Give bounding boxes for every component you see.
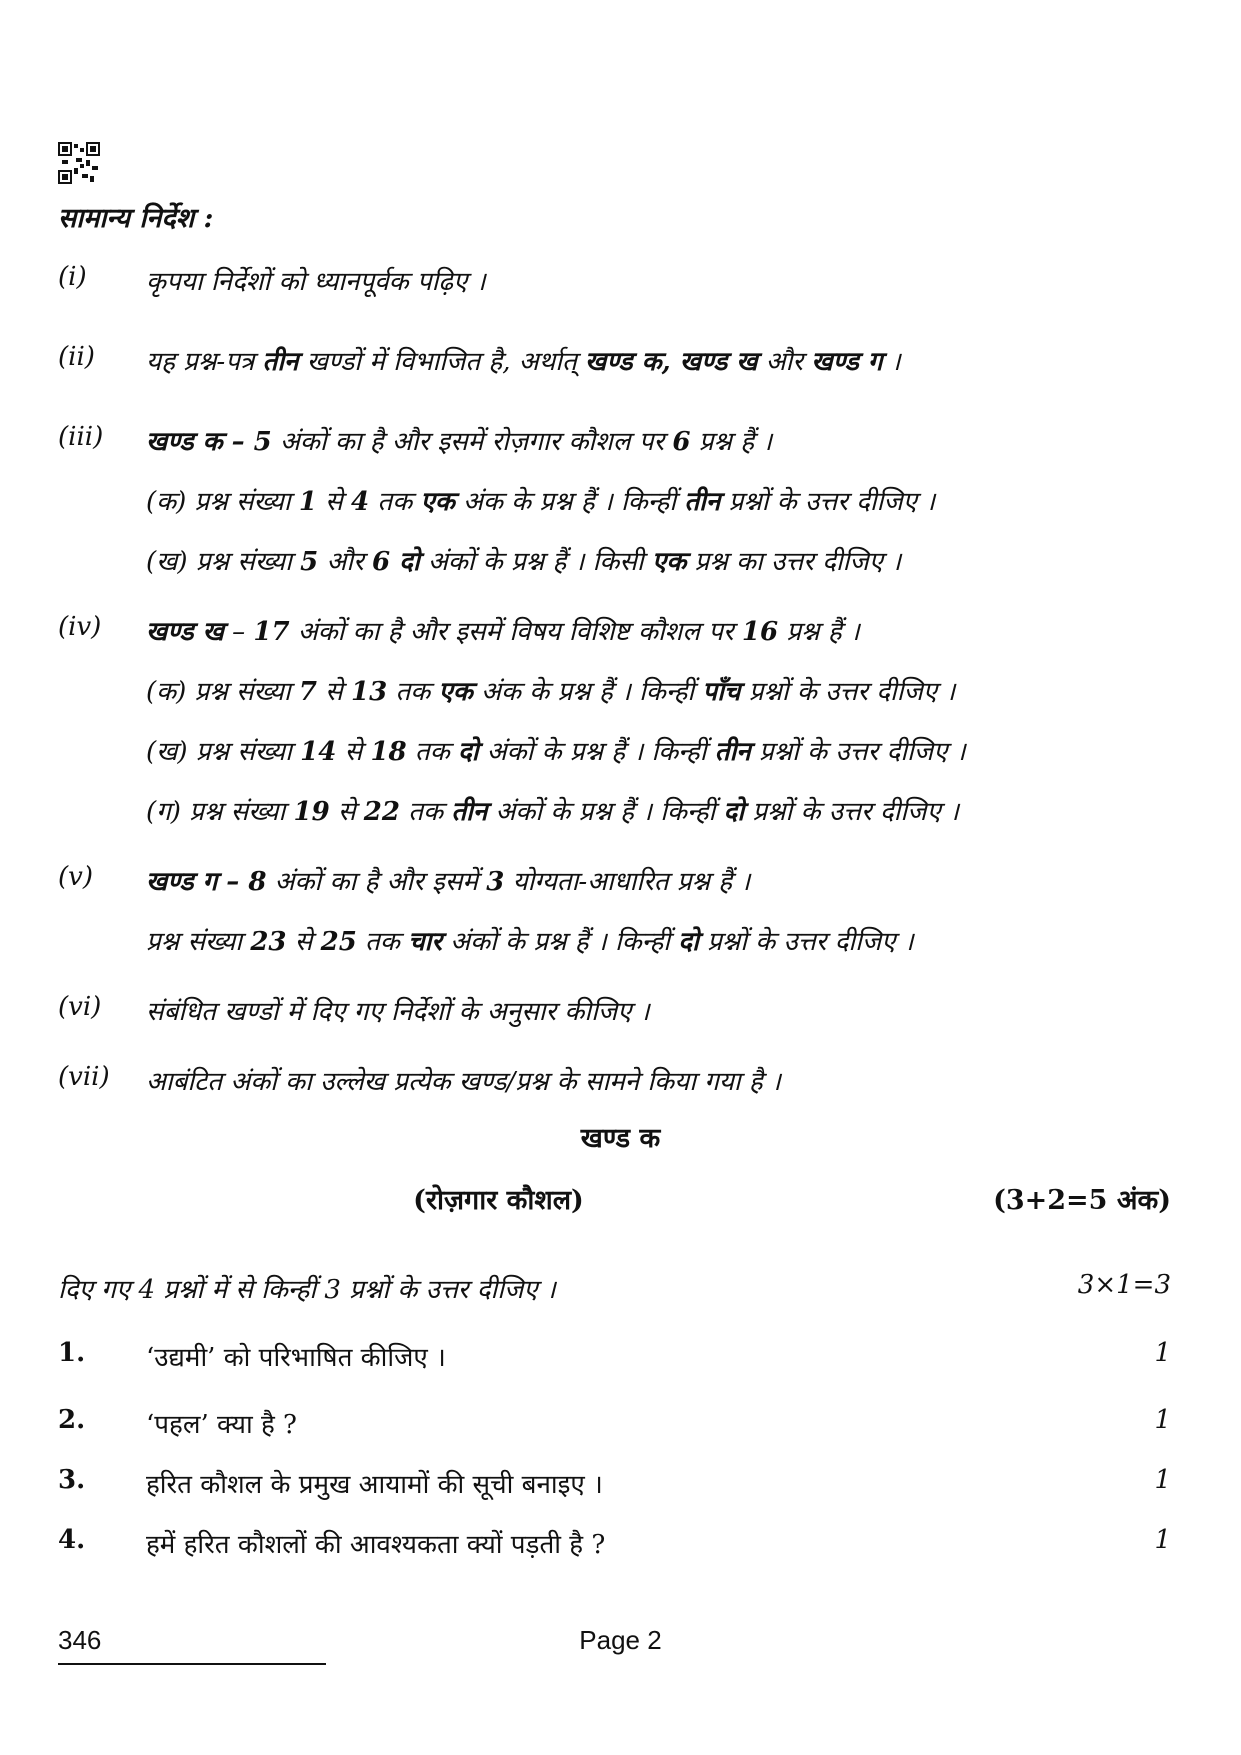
instruction-segment: तक xyxy=(356,927,409,957)
instruction-segment: खण्ड क, खण्ड ख xyxy=(585,347,758,377)
question-text: ‘उद्यमी’ को परिभाषित कीजिए । xyxy=(146,1343,446,1373)
footer-divider xyxy=(58,1663,326,1665)
instruction-segment: अंकों के प्रश्न हैं । किन्हीं xyxy=(442,927,679,957)
instruction-segment: (क) प्रश्न संख्या xyxy=(146,677,299,707)
instruction-segment: (क) प्रश्न संख्या xyxy=(146,487,299,517)
question-text: ‘पहल’ क्या है ? xyxy=(146,1410,297,1440)
instruction-segment: 16 xyxy=(741,617,779,647)
instruction-number: (ii) xyxy=(58,342,95,372)
general-instructions-heading: सामान्य निर्देश : xyxy=(58,203,214,234)
instruction-segment: प्रश्नों के उत्तर दीजिए । xyxy=(720,487,936,517)
section-marks: (3+2=5 अंक) xyxy=(993,1185,1171,1216)
instruction-segment: एक xyxy=(438,677,473,707)
instruction-number: (v) xyxy=(58,862,93,892)
instruction-segment: आबंटित अंकों का उल्लेख प्रत्येक खण्ड/प्रश्न के सामने किया गया है । xyxy=(146,1067,781,1097)
instruction-segment: खण्ड ग xyxy=(811,347,883,377)
instruction-segment: तक xyxy=(399,797,452,827)
question-marks: 1 xyxy=(1154,1525,1171,1555)
instruction-text xyxy=(146,482,935,518)
instruction-segment: 4 xyxy=(351,487,370,517)
instruction-segment: तीन xyxy=(684,487,721,517)
instruction-text xyxy=(146,262,486,298)
instruction-text xyxy=(146,422,772,458)
instruction-text xyxy=(146,862,750,898)
instruction-segment: प्रश्नों के उत्तर दीजिए । xyxy=(750,737,966,767)
instruction-segment: से xyxy=(329,797,364,827)
instruction-segment: 17 xyxy=(253,617,290,647)
instruction-segment: चार xyxy=(408,927,443,957)
qr-code-icon xyxy=(58,142,100,184)
page-number: Page 2 xyxy=(579,1625,662,1655)
instruction-segment: प्रश्न का उत्तर दीजिए । xyxy=(686,547,902,577)
instruction-segment: प्रश्नों के उत्तर दीजिए । xyxy=(698,927,914,957)
instruction-segment: प्रश्न हैं । xyxy=(778,617,860,647)
instruction-number: (iv) xyxy=(58,612,102,642)
instruction-segment: और xyxy=(757,347,812,377)
instruction-segment: 1 xyxy=(298,487,317,517)
instruction-segment: 5 xyxy=(300,547,319,577)
instruction-segment: दो xyxy=(678,927,699,957)
instruction-segment: कृपया निर्देशों को ध्यानपूर्वक पढ़िए । xyxy=(146,267,486,297)
question-marks: 1 xyxy=(1154,1465,1171,1495)
section-instruction-marks: 3×1=3 xyxy=(1077,1270,1171,1300)
instruction-text xyxy=(146,612,860,648)
instruction-segment: तीन xyxy=(262,347,299,377)
instruction-segment: अंकों का है और इसमें विषय विशिष्ट कौशल पर xyxy=(289,617,742,647)
instruction-number: (vii) xyxy=(58,1062,110,1092)
instruction-segment: 25 xyxy=(320,927,357,957)
instruction-segment: प्रश्न हैं । xyxy=(690,427,773,457)
question-number: 1. xyxy=(58,1338,86,1368)
instruction-segment: प्रश्नों के उत्तर दीजिए । xyxy=(744,797,959,827)
instruction-segment: पाँच xyxy=(702,677,741,707)
instruction-segment: संबंधित खण्डों में दिए गए निर्देशों के अनुसार कीजिए । xyxy=(146,997,650,1027)
question-text: हमें हरित कौशलों की आवश्यकता क्यों पड़ती है ? xyxy=(146,1530,606,1560)
instruction-segment: 14 xyxy=(300,737,337,767)
instruction-text xyxy=(146,1062,781,1098)
instruction-text xyxy=(146,732,966,768)
instruction-segment: अंक के प्रश्न हैं । किन्हीं xyxy=(472,677,703,707)
instruction-segment: एक xyxy=(651,547,687,577)
instruction-segment: 13 xyxy=(351,677,388,707)
instruction-segment: खण्ड ग – 8 xyxy=(146,867,267,897)
instruction-number: (vi) xyxy=(58,992,102,1022)
instruction-segment: (ख) प्रश्न संख्या xyxy=(146,547,301,577)
instruction-segment: अंकों के प्रश्न हैं । किन्हीं xyxy=(478,737,715,767)
instruction-segment: तीन xyxy=(714,737,751,767)
section-instruction: दिए गए 4 प्रश्नों में से किन्हीं 3 प्रश्नों के उत्तर दीजिए । xyxy=(58,1275,556,1305)
instruction-segment: अंक के प्रश्न हैं । किन्हीं xyxy=(454,487,685,517)
instruction-text xyxy=(146,542,901,578)
instruction-segment: दो xyxy=(723,797,745,827)
instruction-segment: खण्ड ख xyxy=(146,617,224,647)
instruction-text xyxy=(146,672,955,708)
instruction-segment: प्रश्नों के उत्तर दीजिए । xyxy=(740,677,956,707)
question-marks: 1 xyxy=(1154,1405,1171,1435)
instruction-segment: अंकों का है और इसमें रोज़गार कौशल पर xyxy=(271,427,673,457)
instruction-segment: 23 xyxy=(250,927,287,957)
instruction-number: (iii) xyxy=(58,422,104,452)
instruction-segment: से xyxy=(336,737,371,767)
instruction-segment: और xyxy=(318,547,372,577)
instruction-text xyxy=(146,342,901,378)
instruction-segment: अंकों के प्रश्न हैं । किन्हीं xyxy=(487,797,724,827)
instruction-segment: 22 xyxy=(363,797,400,827)
instruction-segment: एक xyxy=(420,487,455,517)
paper-code: 346 xyxy=(58,1625,102,1655)
instruction-segment: अंकों का है और इसमें xyxy=(266,867,487,897)
instruction-segment: 6 दो xyxy=(372,547,420,577)
instruction-segment: अंकों के प्रश्न हैं । किसी xyxy=(419,547,652,577)
instruction-text xyxy=(146,922,914,958)
instruction-segment: तक xyxy=(369,487,421,517)
instruction-segment: 7 xyxy=(298,677,317,707)
instruction-segment: – xyxy=(223,617,254,647)
instruction-segment: योग्यता-आधारित प्रश्न हैं । xyxy=(504,867,751,897)
instruction-segment: यह प्रश्न-पत्र xyxy=(146,347,263,377)
section-title: खण्ड क xyxy=(580,1123,661,1154)
instruction-segment: (ग) प्रश्न संख्या xyxy=(146,797,294,827)
instruction-number: (i) xyxy=(58,262,87,292)
instruction-segment: से xyxy=(286,927,321,957)
instruction-segment: 6 xyxy=(672,427,691,457)
instruction-segment: से xyxy=(316,487,352,517)
question-marks: 1 xyxy=(1154,1338,1171,1368)
question-number: 3. xyxy=(58,1465,86,1495)
instruction-segment: तक xyxy=(406,737,458,767)
question-number: 2. xyxy=(58,1405,86,1435)
instruction-segment: । xyxy=(882,347,901,377)
instruction-segment: 3 xyxy=(486,867,505,897)
instruction-segment: खण्ड क – 5 xyxy=(146,427,272,457)
section-subtitle: (रोज़गार कौशल) xyxy=(413,1185,584,1216)
instruction-segment: 18 xyxy=(370,737,407,767)
instruction-segment: (ख) प्रश्न संख्या xyxy=(146,737,301,767)
question-number: 4. xyxy=(58,1525,86,1555)
instruction-segment: 19 xyxy=(293,797,330,827)
question-text: हरित कौशल के प्रमुख आयामों की सूची बनाइए । xyxy=(146,1470,603,1500)
instruction-segment: से xyxy=(316,677,352,707)
instruction-segment: प्रश्न संख्या xyxy=(146,927,251,957)
instruction-text xyxy=(146,792,959,828)
instruction-segment: खण्डों में विभाजित है, अर्थात् xyxy=(298,347,586,377)
instruction-segment: तीन xyxy=(451,797,488,827)
instruction-text xyxy=(146,992,650,1028)
instruction-segment: तक xyxy=(387,677,439,707)
instruction-segment: दो xyxy=(457,737,479,767)
